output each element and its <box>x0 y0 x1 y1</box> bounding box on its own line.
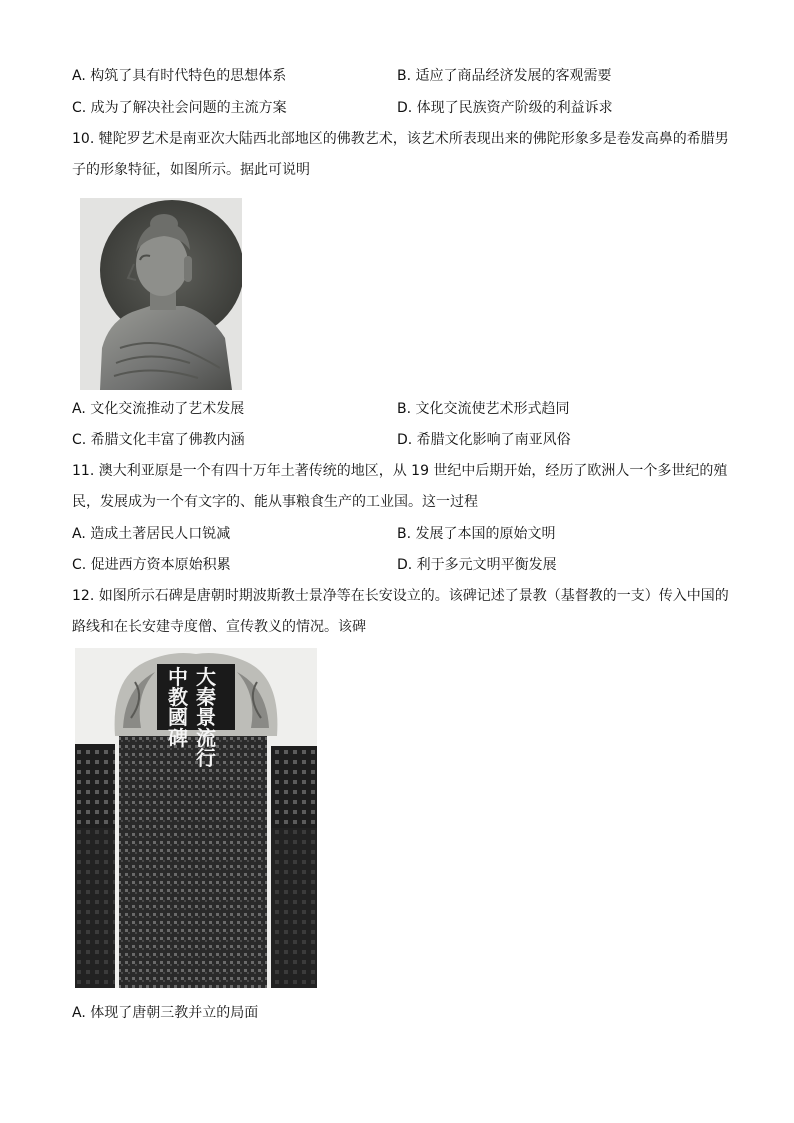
q11-option-d: D. 利于多元文明平衡发展 <box>397 557 557 573</box>
q11-option-a: A. 造成土著居民人口锐减 <box>72 526 231 542</box>
q11-option-b: B. 发展了本国的原始文明 <box>397 526 556 542</box>
buddha-illustration <box>80 198 242 390</box>
q11-stem-line2: 民，发展成为一个有文字的、能从事粮食生产的工业国。这一过程 <box>72 494 478 510</box>
stele-title-char: 中 <box>168 665 188 689</box>
q11-stem-line1: 11. 澳大利亚原是一个有四十万年土著传统的地区，从 19 世纪中后期开始，经历了欧洲人一个多世纪的殖 <box>72 463 728 479</box>
stele-title-row4 <box>164 728 220 748</box>
stele-title <box>164 665 220 729</box>
stele-title-char: 行 <box>196 746 216 770</box>
q10-option-d: D. 希腊文化影响了南亚风俗 <box>397 432 571 448</box>
q9-option-a: A. 构筑了具有时代特色的思想体系 <box>72 68 287 84</box>
q12-stem-line1: 12. 如图所示石碑是唐朝时期波斯教士景净等在长安设立的。该碑记述了景教（基督教的一支）传入中国的 <box>72 588 729 604</box>
q10-option-a: A. 文化交流推动了艺术发展 <box>72 401 245 417</box>
stele-title-char: 碑 <box>168 726 188 750</box>
q10-stem-line1: 10. 犍陀罗艺术是南亚次大陆西北部地区的佛教艺术，该艺术所表现出来的佛陀形象多是卷发高鼻的希腊男 <box>72 131 729 147</box>
q9-option-b: B. 适应了商品经济发展的客观需要 <box>397 68 612 84</box>
q12-option-a: A. 体现了唐朝三教并立的局面 <box>72 1005 259 1021</box>
stele-title-char: 流 <box>196 726 216 750</box>
stele-title-char: 景 <box>196 705 216 729</box>
q10-stem-line2: 子的形象特征，如图所示。据此可说明 <box>72 162 310 178</box>
stele-title-char: 秦 <box>196 685 216 709</box>
q10-option-b: B. 文化交流使艺术形式趋同 <box>397 401 570 417</box>
q9-option-d: D. 体现了民族资产阶级的利益诉求 <box>397 100 613 116</box>
q11-option-c: C. 促进西方资本原始积累 <box>72 557 231 573</box>
q12-stem-line2: 路线和在长安建寺度僧、宣传教义的情况。该碑 <box>72 619 366 635</box>
stele-title-row5 <box>192 748 220 768</box>
stele-title-char: 大 <box>196 665 216 689</box>
q9-option-c: C. 成为了解决社会问题的主流方案 <box>72 100 287 116</box>
gandhara-buddha-image <box>80 198 242 390</box>
stele-title-char: 教 <box>168 685 188 709</box>
q10-option-c: C. 希腊文化丰富了佛教内涵 <box>72 432 245 448</box>
stele-title-char: 國 <box>168 705 188 729</box>
